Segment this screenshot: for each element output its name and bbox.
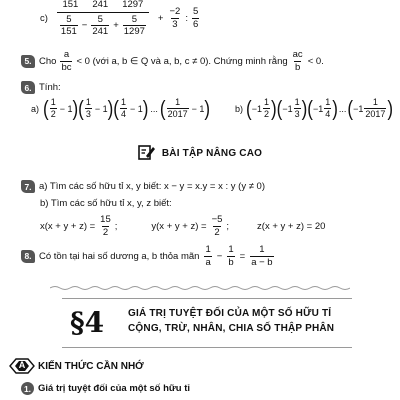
top-num-3: 1297	[122, 0, 144, 10]
knowledge-item-1	[21, 382, 190, 395]
problem-5c-label: c)	[40, 12, 48, 24]
sub-frac-2: $\frac{5}{241}$	[92, 13, 109, 37]
equation-3: z(x + y + z) = 20	[257, 220, 326, 232]
equation-2-left: y(x + y + z) =	[151, 220, 207, 232]
exercise-7b	[40, 198, 172, 209]
exercise-6	[21, 81, 61, 94]
section-number: §4	[70, 306, 105, 339]
big-fraction	[57, 0, 149, 37]
equation-1-left: x(x + y + z) =	[40, 220, 96, 232]
section-rule-top	[62, 298, 352, 299]
sub-frac-1: $\frac{5}{151}$	[60, 13, 77, 37]
exercise-5-text-3: < 0.	[307, 55, 324, 67]
frac-neg5-2: $\frac{-5}{2}$	[211, 214, 223, 238]
knowledge-header	[9, 358, 144, 374]
wavy-divider	[50, 283, 350, 289]
knowledge-item-1-badge: 1.	[21, 382, 34, 395]
top-num-2: 241	[92, 0, 109, 10]
exercise-8-text: Có tồn tại hai số dương a, b thỏa mãn	[39, 250, 200, 262]
minus-sign: −	[81, 19, 88, 31]
section-title-line-2: CỘNG, TRỪ, NHÂN, CHIA SỐ THẬP PHÂN	[128, 323, 335, 334]
plus-sign-2: +	[157, 12, 164, 24]
exercise-6-title: Tính:	[39, 82, 61, 93]
sub-frac-3: $\frac{5}{1297}$	[123, 13, 145, 37]
frac-5-6: $\frac{5}{6}$	[192, 6, 199, 30]
frac-a-bc: $\frac{a}{bc}$	[61, 49, 72, 73]
pencil-note-icon	[138, 144, 156, 163]
section-header	[62, 298, 352, 348]
knowledge-title: KIẾN THỨC CẦN NHỚ	[38, 360, 144, 372]
exercise-6a-label: a)	[31, 103, 40, 114]
exercise-5-text-2: < 0 (với a, b ∈ Q và a, b, c ≠ 0). Chứng minh rằng	[76, 55, 288, 67]
exercise-6-badge: 6.	[21, 81, 35, 94]
diamond-a-icon	[9, 358, 35, 374]
exercise-7b-text: b) Tìm các số hữu tỉ x, y, z biết:	[40, 198, 172, 209]
exercise-6b-label: b)	[235, 103, 244, 114]
exercise-6b: b) ( −1 $\frac{1}{2}$ ) ( −1 $\frac{1}{3}$ ) ( −1 $\frac{1}{4}$ ) ... ( −1 $\frac{1}{2017}$ )	[235, 96, 394, 121]
exercise-5-badge: 5.	[21, 55, 35, 68]
frac-ac-b: $\frac{ac}{b}$	[292, 49, 303, 73]
section-title-line-1: GIÁ TRỊ TUYỆT ĐỐI CỦA MỘT SỐ HỮU TỈ	[128, 308, 332, 319]
exercise-7a	[21, 180, 265, 193]
big-fraction-denominator	[57, 12, 149, 37]
knowledge-item-1-text: Giá trị tuyệt đối của một số hữu tỉ	[38, 383, 191, 394]
exercise-7a-text: a) Tìm các số hữu tỉ x, y biết: x − y = x.y = x : y (y ≠ 0)	[39, 181, 266, 192]
exercise-6a: a) ( $\frac{1}{2}$ − 1 ) ( $\frac{1}{3}$ − 1 ) ( $\frac{1}{4}$ − 1 ) ... ( $\frac{1}{2017}$ − 1 )	[31, 96, 211, 121]
exercise-5-text-1: Cho	[39, 55, 57, 67]
exercise-7b-equations: x(x + y + z) = $\frac{15}{2}$ ; y(x + y + z) = $\frac{-5}{2}$ ; z(x + y + z) = 20	[40, 214, 326, 238]
frac-15-2: $\frac{15}{2}$	[100, 214, 111, 238]
exercise-7-badge: 7.	[21, 180, 35, 193]
frac-neg2-3: $\frac{-2}{3}$	[169, 6, 181, 30]
exercise-8: 8. Có tồn tại hai số dương a, b thỏa mãn $\frac{1}{a}$ − $\frac{1}{b}$ = $\frac{1}{a - b}$	[21, 245, 275, 267]
advanced-title: BÀI TẬP NÂNG CAO	[161, 148, 263, 159]
big-fraction-numerator	[58, 0, 147, 12]
exercise-5	[21, 50, 324, 72]
colon-sign: :	[185, 12, 188, 24]
top-num-1: 151	[62, 0, 79, 10]
problem-5c	[40, 0, 200, 37]
section-rule-bottom	[62, 347, 352, 348]
exercise-8-badge: 8.	[21, 250, 35, 263]
knowledge-letter: A	[18, 360, 26, 370]
advanced-header	[0, 144, 400, 163]
plus-sign: +	[113, 19, 119, 31]
